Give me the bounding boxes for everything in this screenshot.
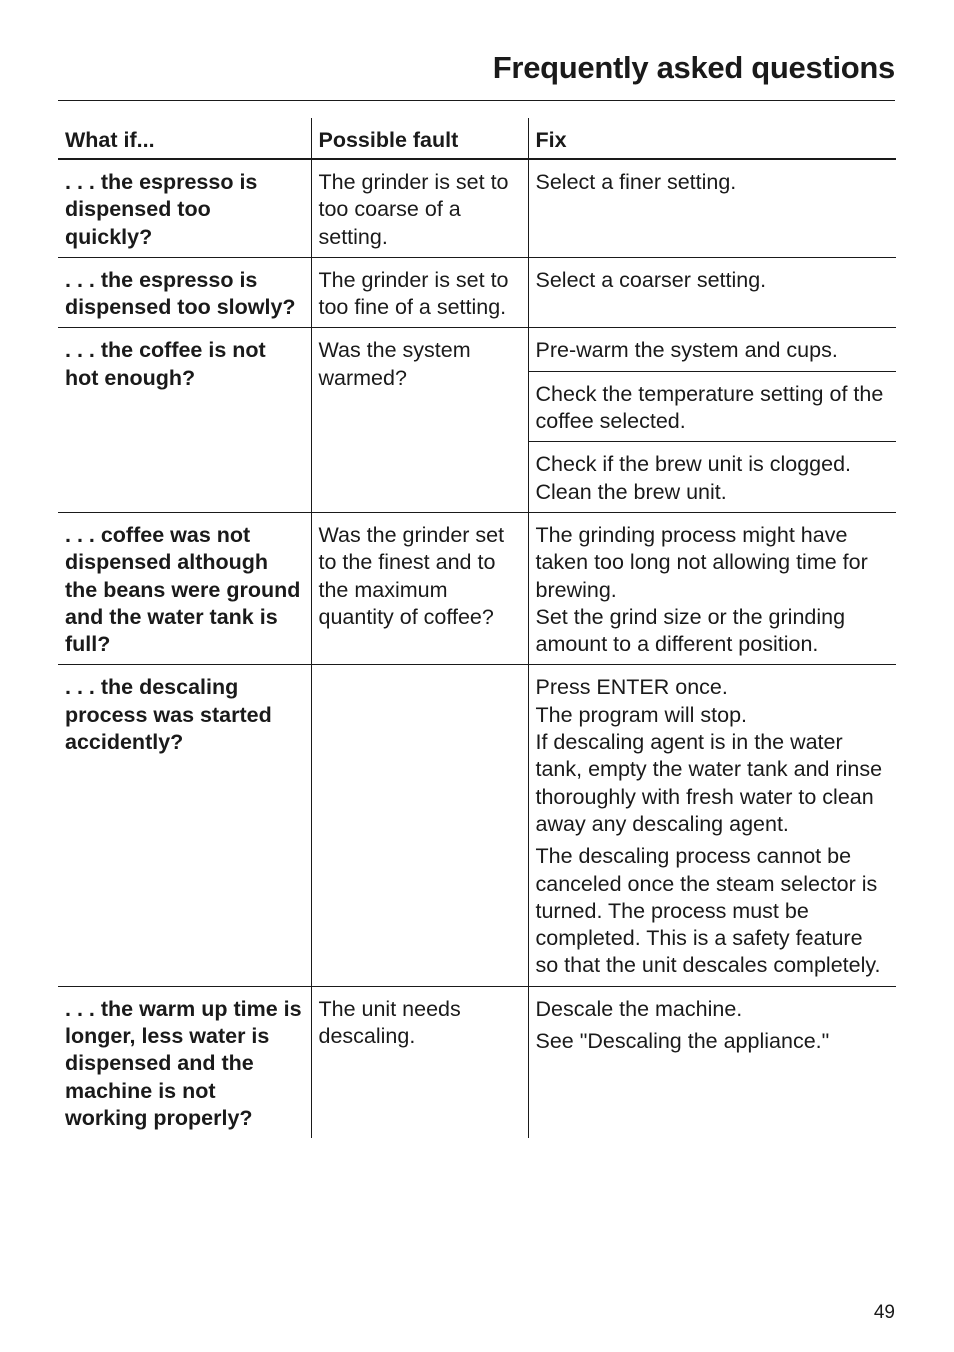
fix-text: The grinding process might have taken too long not allowing time for brewing. [535,522,868,602]
page-number: 49 [873,1302,895,1323]
fix-cell [528,371,896,442]
fix-text: Select a finer setting. [535,170,737,194]
fix-cell [528,159,896,257]
question-cell: . . . the espresso is dispensed too slowly? [58,257,311,328]
fix-cell [528,328,896,371]
fault-cell: The grinder is set to too fine of a setting. [311,257,528,328]
header-what-if: What if... [58,118,311,159]
question-cell: . . . coffee was not dispensed although the beans were ground and the water tank is full? [58,512,311,664]
question-cell: . . . the coffee is not hot enough? [58,328,311,512]
fix-cell [528,665,896,986]
table-row [58,257,896,328]
fix-text: The descaling process cannot be canceled once the steam selector is turned. The process must be completed. This is a safety feature so that the unit descales completely. [535,844,881,978]
fault-cell: Was the system warmed? [311,328,528,512]
table-row [58,328,896,371]
fix-text: Check if the brew unit is clogged. Clean the brew unit. [535,452,851,504]
header-possible-fault: Possible fault [311,118,528,159]
fix-text: Press ENTER once. [535,675,728,700]
fix-cell [528,442,896,513]
fix-cell [528,512,896,664]
fix-cell [528,986,896,1138]
fault-cell: The unit needs descaling. [311,986,528,1138]
table-row [58,512,896,664]
fault-cell: The grinder is set to too coarse of a setting. [311,159,528,257]
header-fix: Fix [528,118,896,159]
fix-text: Select a coarser setting. [535,267,767,292]
fix-text: Check the temperature setting of the coffee selected. [535,381,884,434]
fix-text: If descaling agent is in the water tank, empty the water tank and rinse thoroughly with fresh water to clean away any descaling agent. [535,730,883,836]
fix-text: Descale the machine. [535,996,743,1021]
table-row [58,665,896,986]
faq-table [58,118,896,1138]
fix-text: Pre-warm the system and cups. [535,338,838,363]
question-cell: . . . the warm up time is longer, less water is dispensed and the machine is not working properly? [65,996,302,1130]
table-header-row [58,118,896,159]
question-cell: . . . the descaling process was started accidently? [58,665,311,986]
fix-cell [528,257,896,328]
table-row [58,159,896,257]
title-divider [58,100,895,101]
fault-cell [311,665,528,986]
question-cell: . . . the espresso is dispensed too quickly? [58,159,311,257]
page-title: Frequently asked questions [492,50,895,85]
fix-text: See "Descaling the appliance." [535,1029,830,1054]
fix-text: Set the grind size or the grinding amount to a different position. [535,604,846,657]
fault-cell: Was the grinder set to the finest and to the maximum quantity of coffee? [311,512,528,664]
table-row [58,986,896,1138]
fix-text: The program will stop. [535,702,747,727]
